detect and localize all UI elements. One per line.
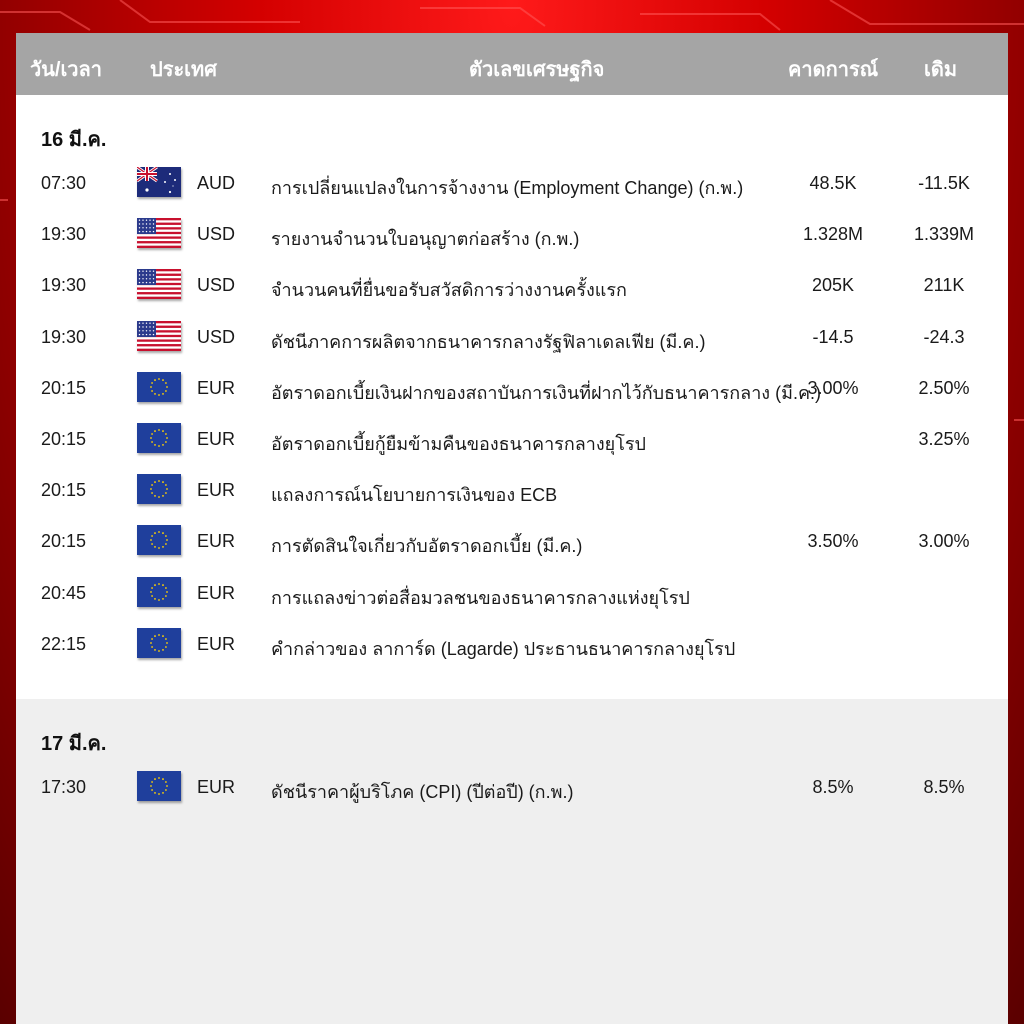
event-row bbox=[16, 214, 1008, 254]
event-name: คำกล่าวของ ลาการ์ด (Lagarde) ประธานธนาคารกลางยุโรป bbox=[271, 638, 736, 659]
day-date-label: 17 มี.ค. bbox=[41, 733, 107, 755]
event-time: 20:15 bbox=[41, 429, 87, 449]
event-row bbox=[16, 419, 1008, 459]
header-forecast: คาดการณ์ bbox=[788, 59, 879, 81]
currency-code: EUR bbox=[197, 582, 236, 603]
currency-code: EUR bbox=[197, 531, 236, 552]
previous-value: 3.25% bbox=[918, 429, 970, 449]
eu-flag-icon bbox=[137, 525, 181, 555]
previous-value: 8.5% bbox=[923, 777, 965, 797]
currency-code: EUR bbox=[197, 777, 236, 797]
previous-value: 2.50% bbox=[918, 377, 970, 398]
forecast-value: 48.5K bbox=[809, 173, 857, 193]
event-time: 17:30 bbox=[41, 777, 87, 797]
event-name: อัตราดอกเบี้ยกู้ยืมข้ามคืนของธนาคารกลางยุโรป bbox=[271, 434, 646, 454]
header-previous: เดิม bbox=[924, 59, 958, 81]
currency-code: AUD bbox=[197, 173, 236, 193]
previous-value: 3.00% bbox=[918, 531, 970, 552]
event-row bbox=[16, 368, 1008, 408]
previous-value: 211K bbox=[923, 275, 965, 296]
previous-value: -24.3 bbox=[923, 326, 965, 347]
event-time: 20:15 bbox=[41, 531, 87, 552]
eu-flag-icon bbox=[137, 628, 181, 658]
currency-code: EUR bbox=[197, 633, 236, 654]
event-row bbox=[16, 624, 1008, 664]
forecast-value: -14.5 bbox=[812, 326, 854, 347]
event-time: 20:15 bbox=[41, 377, 87, 398]
forecast-value: 3.50% bbox=[807, 531, 859, 552]
event-time: 07:30 bbox=[41, 173, 87, 193]
previous-value: 1.339M bbox=[913, 224, 975, 245]
event-time: 22:15 bbox=[41, 633, 87, 654]
event-name: ดัชนีภาคการผลิตจากธนาคารกลางรัฐฟิลาเดลเฟีย (มี.ค.) bbox=[271, 331, 706, 352]
event-name: อัตราดอกเบี้ยเงินฝากของสถาบันการเงินที่ฝากไว้กับธนาคารกลาง (มี.ค.) bbox=[271, 382, 821, 403]
forecast-value: 1.328M bbox=[802, 224, 864, 245]
currency-code: EUR bbox=[197, 480, 236, 501]
header-date-time: วัน/เวลา bbox=[30, 59, 103, 81]
eu-flag-icon bbox=[137, 577, 181, 607]
us-flag-icon bbox=[137, 218, 181, 248]
header-indicator: ตัวเลขเศรษฐกิจ bbox=[469, 59, 605, 81]
event-name: แถลงการณ์นโยบายการเงินของ ECB bbox=[271, 485, 558, 506]
event-time: 19:30 bbox=[41, 275, 87, 296]
event-row bbox=[16, 265, 1008, 305]
table-header bbox=[16, 33, 1008, 95]
event-name: การเปลี่ยนแปลงในการจ้างงาน (Employment Change) (ก.พ.) bbox=[271, 178, 744, 198]
event-name: การแถลงข่าวต่อสื่อมวลชนของธนาคารกลางแห่งยุโรป bbox=[271, 587, 690, 608]
event-time: 19:30 bbox=[41, 224, 87, 245]
event-row bbox=[16, 521, 1008, 561]
event-row bbox=[16, 470, 1008, 510]
event-name: จำนวนคนที่ยื่นขอรับสวัสดิการว่างงานครั้งแรก bbox=[271, 280, 627, 301]
eu-flag-icon bbox=[137, 372, 181, 402]
event-time: 19:30 bbox=[41, 326, 87, 347]
day-section bbox=[16, 699, 1008, 1024]
event-name: การตัดสินใจเกี่ยวกับอัตราดอกเบี้ย (มี.ค.) bbox=[271, 536, 583, 557]
eu-flag-icon bbox=[137, 423, 181, 453]
currency-code: EUR bbox=[197, 377, 236, 398]
event-row bbox=[16, 573, 1008, 613]
economic-calendar-panel bbox=[16, 33, 1008, 1024]
event-time: 20:45 bbox=[41, 582, 87, 603]
event-name: ดัชนีราคาผู้บริโภค (CPI) (ปีต่อปี) (ก.พ.) bbox=[271, 782, 574, 802]
eu-flag-icon bbox=[137, 771, 181, 801]
eu-flag-icon bbox=[137, 474, 181, 504]
currency-code: USD bbox=[197, 224, 236, 245]
forecast-value: 8.5% bbox=[812, 777, 854, 797]
event-row bbox=[16, 163, 1008, 203]
day-date-label: 16 มี.ค. bbox=[41, 129, 107, 151]
event-row bbox=[16, 317, 1008, 357]
event-time: 20:15 bbox=[41, 480, 87, 501]
australia-flag-icon bbox=[137, 167, 181, 197]
currency-code: USD bbox=[197, 326, 236, 347]
event-row bbox=[16, 767, 1008, 807]
currency-code: EUR bbox=[197, 429, 236, 449]
us-flag-icon bbox=[137, 321, 181, 351]
forecast-value: 3.00% bbox=[807, 377, 859, 398]
previous-value: -11.5K bbox=[918, 173, 970, 193]
forecast-value: 205K bbox=[811, 275, 855, 296]
day-section bbox=[16, 95, 1008, 699]
us-flag-icon bbox=[137, 269, 181, 299]
currency-code: USD bbox=[197, 275, 236, 296]
header-country: ประเทศ bbox=[150, 59, 217, 81]
event-name: รายงานจำนวนใบอนุญาตก่อสร้าง (ก.พ.) bbox=[271, 229, 580, 250]
